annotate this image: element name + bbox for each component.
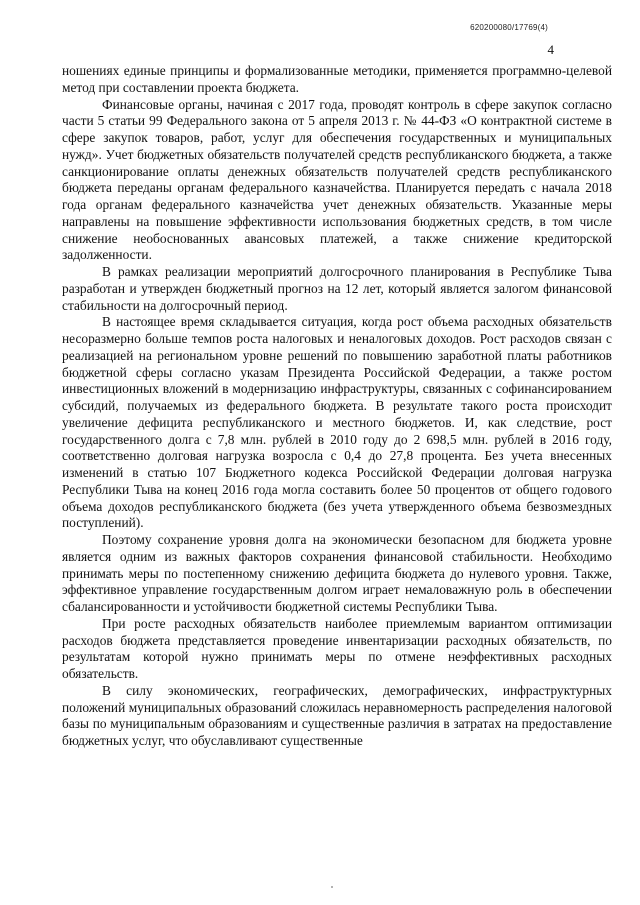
document-body	[62, 63, 612, 750]
page-number: 4	[547, 42, 554, 57]
paragraph-continuation: ношениях единые принципы и формализованные методики, применяется программно-целевой метод при составлении проекта бюджета.	[62, 63, 612, 95]
document-code: 620200080/17769(4)	[470, 23, 548, 32]
paragraph-expenditure-growth: В настоящее время складывается ситуация, когда рост объема расходных обязательств несоразмерно больше темпов роста налоговых и неналоговых доходов. Рост расходов связан с реализацией на региональном уровне решений по повышению заработной платы работников бюджетной сферы согласно указам Президента Российской Федерации, а также ростом инвестиционных вложений в модернизацию инфраструктуры, связанных с софинансированием субсидий, получаемых из федерального бюджета. В результате такого роста происходит увеличение дефицита республиканского и местного бюджетов. И, как следствие, рост государственного долга с 7,8 млн. рублей в 2010 году до 2 698,5 млн. рублей в 2016 году, соответственно долговая нагрузка возросла с 0,4 до 27,8 процента. Без учета внесенных изменений в статью 107 Бюджетного кодекса Российской Федерации долговая нагрузка Республики Тыва на конец 2016 года могла составить более 50 процентов от общего годового объема доходов республиканского бюджета (без учета утвержденного объема безвозмездных поступлений).	[62, 314, 612, 531]
paragraph-budget-forecast: В рамках реализации мероприятий долгосрочного планирования в Республике Тыва разработан и утвержден бюджетный прогноз на 12 лет, который является залогом финансовой стабильности на долгосрочный период.	[62, 264, 612, 313]
paragraph-obligations-inventory: При росте расходных обязательств наиболее приемлемым вариантом оптимизации расходов бюджета представляется проведение инвентаризации расходных обязательств, по результатам которой нужно принимать меры по отмене неэффективных расходных обязательств.	[62, 615, 612, 681]
paragraph-procurement-control: Финансовые органы, начиная с 2017 года, проводят контроль в сфере закупок согласно части 5 статьи 99 Федерального закона от 5 апреля 2013 г. № 44-ФЗ «О контрактной системе в сфере закупок товаров, работ, услуг для обеспечения государственных и муниципальных нужд». Учет бюджетных обязательств получателей средств республиканского бюджета, а также санкционирование оплаты денежных обязательств получателей средств республиканского бюджета переданы органам федерального казначейства. Планируется передать с начала 2018 года органам федерального казначейства учет денежных обязательств. Указанные меры направлены на повышение эффективности использования бюджетных средств, в том числе снижение необоснованных авансовых платежей, а также снижение кредиторской задолженности.	[62, 96, 612, 263]
paragraph-debt-level: Поэтому сохранение уровня долга на экономически безопасном для бюджета уровне является одним из важных факторов сохранения финансовой стабильности. Необходимо принимать меры по постепенному снижению дефицита бюджета до нулевого уровня. Также, эффективное управление государственным долгом играет немаловажную роль в обеспечении сбалансированности и устойчивости бюджетной системы Республики Тыва.	[62, 532, 612, 614]
paragraph-municipal-disparity: В силу экономических, географических, демографических, инфраструктурных положений муниципальных образований сложилась неравномерность распределения налоговой базы по муниципальным образованиям и существенные различия в затратах на предоставление бюджетных услуг, что обуславливают существенные	[62, 682, 612, 748]
scan-artifact-dot	[331, 886, 333, 888]
